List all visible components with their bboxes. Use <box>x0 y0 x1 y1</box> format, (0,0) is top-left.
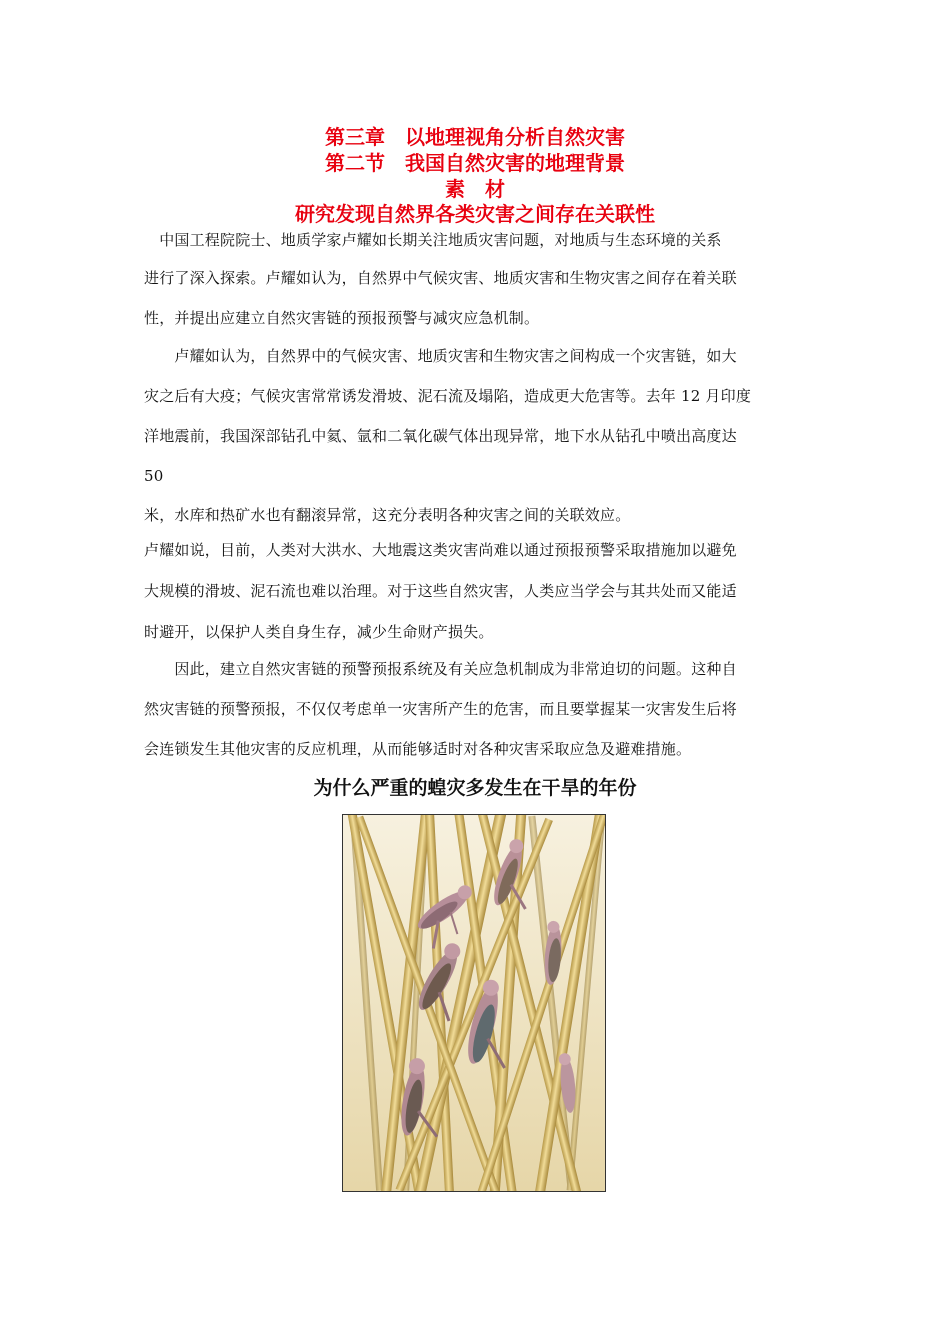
body-line: 卢耀如认为，自然界中的气候灾害、地质灾害和生物灾害之间构成一个灾害链，如大 <box>144 347 737 365</box>
body-line: 因此，建立自然灾害链的预警预报系统及有关应急机制成为非常迫切的问题。这种自 <box>144 660 737 678</box>
body-line: 会连锁发生其他灾害的反应机理，从而能够适时对各种灾害采取应急及避难措施。 <box>144 740 692 758</box>
body-line: 洋地震前，我国深部钻孔中氦、氩和二氧化碳气体出现异常，地下水从钻孔中喷出高度达 <box>144 427 737 445</box>
body-line: 卢耀如说，目前，人类对大洪水、大地震这类灾害尚难以通过预报预警采取措施加以避免 <box>144 541 737 559</box>
body-line: 灾之后有大疫；气候灾害常常诱发滑坡、泥石流及塌陷，造成更大危害等。去年 12 月印度 <box>144 387 752 405</box>
material-heading: 素 材 <box>445 177 505 201</box>
body-line: 米，水库和热矿水也有翻滚异常，这充分表明各种灾害之间的关联效应。 <box>144 506 631 524</box>
body-line: 中国工程院院士、地质学家卢耀如长期关注地质灾害问题，对地质与生态环境的关系 <box>144 231 722 249</box>
chapter-heading: 第三章 以地理视角分析自然灾害 <box>325 125 625 149</box>
article-title: 研究发现自然界各类灾害之间存在关联性 <box>295 202 655 226</box>
body-line: 时避开，以保护人类自身生存，减少生命财产损失。 <box>144 623 494 641</box>
section-heading: 第二节 我国自然灾害的地理背景 <box>325 151 625 175</box>
body-line: 然灾害链的预警预报，不仅仅考虑单一灾害所产生的危害，而且要掌握某一灾害发生后将 <box>144 700 737 718</box>
locust-photo-illustration <box>343 815 605 1191</box>
body-line: 性，并提出应建立自然灾害链的预报预警与减灾应急机制。 <box>144 309 540 327</box>
body-line: 大规模的滑坡、泥石流也难以治理。对于这些自然灾害，人类应当学会与其共处而又能适 <box>144 582 737 600</box>
body-line: 进行了深入探索。卢耀如认为，自然界中气候灾害、地质灾害和生物灾害之间存在着关联 <box>144 269 737 287</box>
body-line: 50 <box>144 467 164 485</box>
locust-subtitle: 为什么严重的蝗灾多发生在干旱的年份 <box>313 777 637 799</box>
locust-photo <box>342 814 606 1192</box>
